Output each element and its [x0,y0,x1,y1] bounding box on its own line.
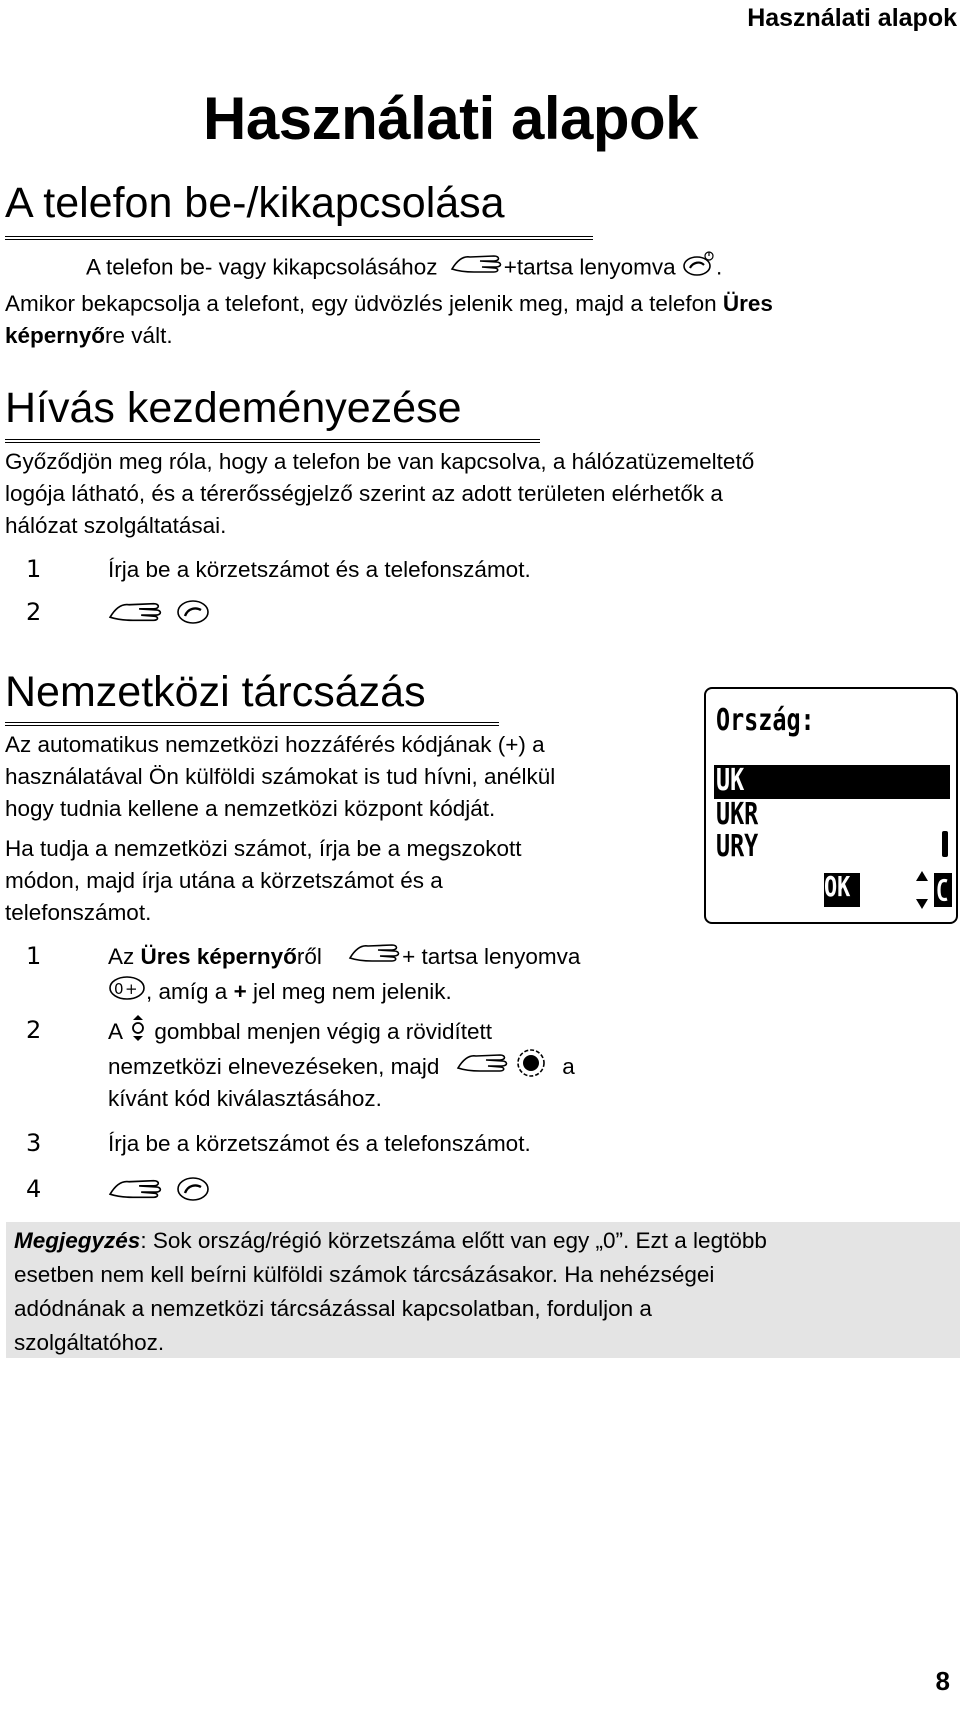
intl-para1-line-1: Az automatikus nemzetközi hozzáférés kódjának (+) a [5,732,545,757]
power-instruction-line [86,250,722,287]
plus-symbol: + [233,978,247,1004]
screen-list-item-selected: UK [716,763,745,798]
section-heading-power: A telefon be-/kikapcsolása [5,179,505,227]
step-text: gombbal menjen végig a rövidített [154,1018,493,1044]
intl-para2-line-1: Ha tudja a nemzetközi számot, írja be a megszokott [5,836,522,861]
step-number: 1 [26,942,42,970]
step-text: , amíg a [146,978,228,1004]
note-text-1: : Sok ország/régió körzetszáma előtt van egy „0”. Ezt a legtöbb [140,1228,767,1253]
power-key-icon [682,250,716,287]
intl-step1-line-1 [108,940,580,976]
idle-screen-term: Üres [722,291,773,316]
intl-step1-line-2 [108,974,452,1012]
call-intro-line-3: hálózat szolgáltatásai. [5,513,227,538]
step-text: + tartsa lenyomva [402,944,581,969]
intl-step2-line-3: kívánt kód kiválasztásához. [108,1086,382,1111]
power-instruction-text: A telefon be- vagy kikapcsolásához [86,254,438,280]
scroll-bar-icon [942,831,948,857]
finger-press-icon [108,598,164,631]
step-number: 2 [26,1016,42,1044]
screen-selection-bar [714,765,950,799]
softkey-ok: OK [824,870,851,903]
screen-list-item: UKR [716,797,759,832]
call-intro-line-1: Győződjön meg róla, hogy a telefon be van kapcsolva, a hálózatüzemeltető [5,449,755,474]
call-key-icon [176,598,210,631]
step-text: Írja be a körzetszámot és a telefonszámot. [108,1131,531,1156]
call-intro-line-2: logója látható, és a térerősségjelző szerint az adott területen elérhetők a [5,481,723,506]
step-number: 3 [26,1129,42,1157]
page-title: Használati alapok [203,85,699,152]
step-text: ről [296,944,322,969]
heading-rule [5,439,540,443]
page-number: 8 [935,1666,950,1696]
power-on-text: Amikor bekapcsolja a telefont, egy üdvözlés jelenik meg, majd a telefon [5,291,717,316]
step-text: nemzetközi elnevezéseken, majd [108,1053,440,1079]
intl-para1-line-3: hogy tudnia kellene a nemzetközi központ kódját. [5,796,496,821]
softkey-updown-icon [914,869,956,916]
note-line-3: adódnának a nemzetközi tárcsázással kapcsolatban, forduljon a [14,1296,652,1321]
step-icons [108,598,210,631]
heading-rule [5,236,593,240]
step-text: A [108,1018,122,1044]
step-icons [108,1175,210,1208]
step-text: Az [108,944,135,969]
note-text [14,1224,954,1360]
intl-para2-line-2: módon, majd írja utána a körzetszámot és a [5,868,443,893]
intl-para2-line-3: telefonszámot. [5,900,152,925]
power-instruction-end: . [715,254,723,280]
power-on-description [5,288,773,320]
power-on-text-end: re vált. [105,323,173,348]
svg-text:0: 0 [114,980,124,998]
screen-list-item: URY [716,829,759,864]
idle-screen-term: Üres képernyő [140,944,297,969]
idle-screen-term-cont: képernyő [5,323,106,348]
step-number: 4 [26,1175,42,1203]
note-line-2: esetben nem kell beírni külföldi számok tárcsázásakor. Ha nehézségei [14,1262,715,1287]
zero-plus-key-icon [108,974,146,1012]
intl-para1-line-2: használatával Ön külföldi számokat is tud hívni, anélkül [5,764,556,789]
note-label: Megjegyzés [14,1228,141,1253]
call-key-icon [176,1175,210,1208]
nav-updown-icon [128,1014,148,1052]
step-number: 2 [26,598,42,626]
step-text: jel meg nem jelenik. [252,978,452,1004]
finger-press-icon [450,251,504,286]
step-number: 1 [26,555,42,583]
svg-text:+: + [125,980,138,998]
note-line-1 [14,1224,954,1258]
phone-screen-illustration [704,687,958,924]
heading-rule [5,722,499,726]
screen-title: Ország: [716,703,815,738]
finger-press-icon [348,940,402,976]
finger-press-icon [456,1050,510,1086]
power-on-description-cont [5,320,173,352]
power-hold-text: +tartsa lenyomva [503,254,676,280]
finger-press-icon [108,1175,164,1208]
note-line-4: szolgáltatóhoz. [14,1330,165,1355]
running-header-title: Használati alapok [747,4,957,32]
step-text: Írja be a körzetszámot és a telefonszámot. [108,557,531,582]
section-heading-international: Nemzetközi tárcsázás [5,668,426,716]
step-text: a [562,1053,575,1079]
intl-step2-line-1 [108,1014,492,1052]
section-heading-call: Hívás kezdeményezése [5,384,462,432]
nav-select-icon [516,1048,546,1088]
